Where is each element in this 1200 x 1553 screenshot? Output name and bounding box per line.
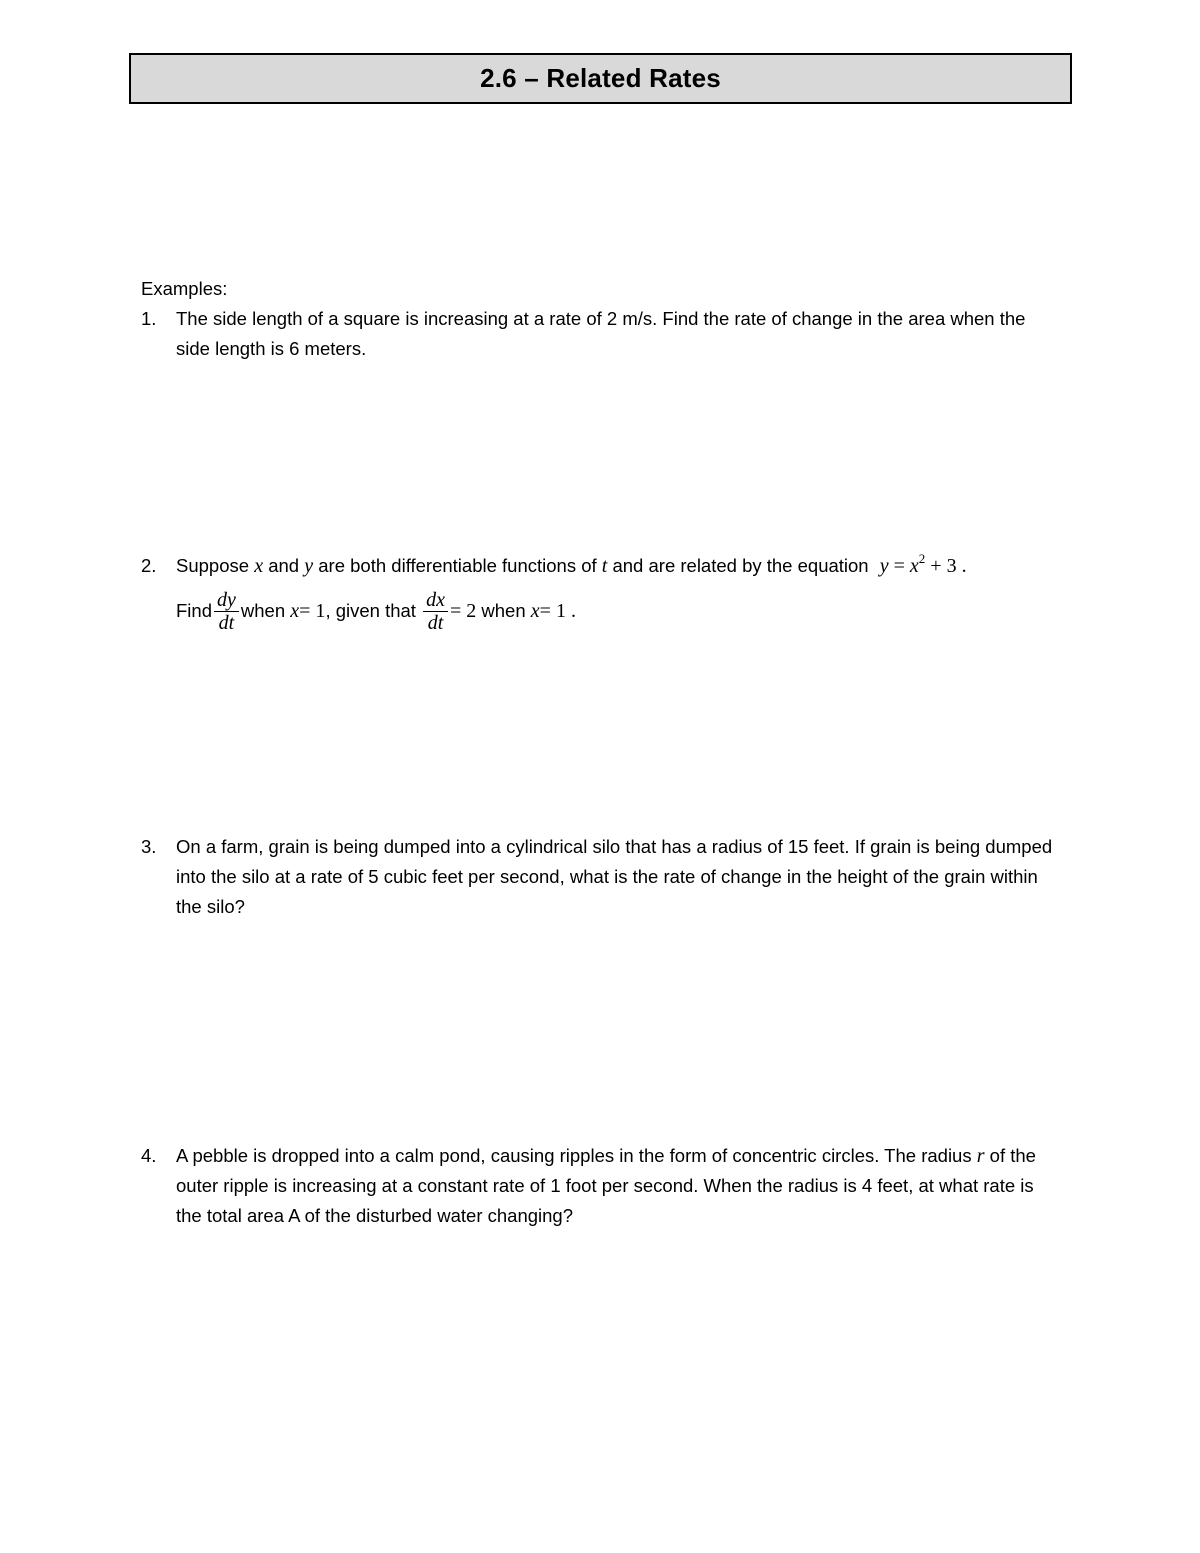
value-text: = 1 .: [539, 600, 576, 622]
text-run: and: [263, 555, 305, 576]
find-label: Find: [176, 600, 212, 621]
problem-2: [141, 551, 1061, 633]
problem-number: 4.: [141, 1145, 157, 1166]
examples-label: Examples:: [141, 278, 228, 299]
problem-3: [141, 832, 1061, 922]
value-text: = 1: [299, 600, 326, 622]
equation-x: x: [909, 555, 919, 577]
fraction-dy-dt: [214, 589, 239, 634]
problem-number: 1.: [141, 308, 157, 329]
title-box: [129, 53, 1072, 104]
variable-y: y: [304, 555, 314, 577]
variable-x: x: [530, 600, 540, 622]
problem-1: [141, 304, 1061, 364]
problem-text: On a farm, grain is being dumped into a cylindrical silo that has a radius of 15 feet. If grain is being dumped into the silo at a rate of 5 cubic feet per second, what is the rate of change in the height of the grain within the silo?: [176, 836, 1053, 917]
problem-text: The side length of a square is increasing at a rate of 2 m/s. Find the rate of change in the area when the side length is 6 meters.: [176, 308, 1026, 359]
text-run: when: [240, 600, 286, 621]
fraction-numerator: dx: [423, 589, 448, 612]
problem-text: [176, 1141, 1061, 1231]
equation-rest: + 3 .: [925, 555, 967, 577]
problem-number: 3.: [141, 836, 157, 857]
problem-text: [176, 551, 1061, 633]
equation-y: y: [879, 555, 889, 577]
equals-sign: =: [888, 555, 910, 577]
variable-t: t: [601, 555, 608, 577]
text-run: and are related by the equation: [607, 555, 874, 576]
problem-number: 2.: [141, 555, 157, 576]
exponent: 2: [918, 551, 926, 566]
problem-4: [141, 1141, 1061, 1231]
variable-x: x: [290, 600, 300, 622]
text-run: of the outer ripple is increasing at a constant rate of 1 foot per second. When the radius is 4 feet, at what rate is the total area A of the disturbed water changing?: [176, 1145, 1036, 1226]
text-run: , given that: [325, 600, 416, 621]
page-title: 2.6 – Related Rates: [480, 63, 721, 93]
problem-2-line-1: [176, 551, 1061, 581]
text-run: when: [481, 600, 526, 621]
fraction-denominator: dt: [427, 611, 444, 634]
variable-x: x: [254, 555, 264, 577]
text-run: Suppose: [176, 555, 255, 576]
equation: [879, 551, 967, 577]
variable-r: r: [976, 1145, 985, 1167]
value-text: = 2: [449, 600, 477, 622]
text-run: are both differentiable functions of: [313, 555, 602, 576]
fraction-dx-dt: [423, 589, 448, 634]
fraction-numerator: dy: [214, 589, 239, 612]
fraction-denominator: dt: [218, 611, 235, 634]
problem-2-line-2: [176, 589, 1061, 633]
text-run: A pebble is dropped into a calm pond, causing ripples in the form of concentric circles. The radius: [176, 1145, 977, 1166]
